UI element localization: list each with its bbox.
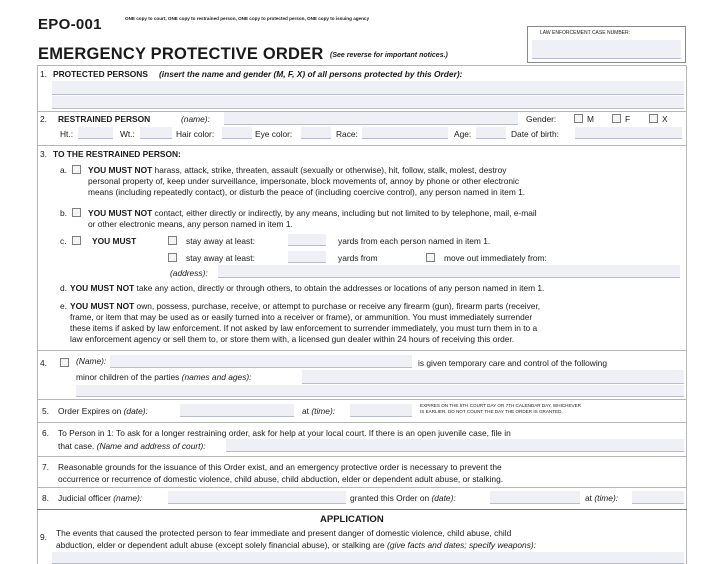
- item8-label-text: Judicial officer: [58, 493, 111, 503]
- item8-label: [58, 493, 142, 503]
- item3a-line1: [88, 165, 506, 175]
- item5-time-label: (time):: [311, 406, 336, 416]
- form-id: EPO-001: [38, 16, 102, 33]
- item4-name-field[interactable]: [110, 355, 412, 368]
- gender-x-label: X: [662, 114, 668, 124]
- item3d-letter: d.: [60, 283, 67, 293]
- item9-line2-text: abduction, elder or dependent adult abuse (except solely financial abuse), or stalking are: [56, 540, 385, 550]
- weight-label: Wt.:: [120, 129, 135, 139]
- item3e-letter: e.: [60, 301, 67, 311]
- race-field[interactable]: [362, 127, 448, 139]
- form-title: EMERGENCY PROTECTIVE ORDER: [38, 45, 324, 63]
- item3e-line1-text: own, possess, purchase, receive, or attempt to purchase or receive any firearm (gun), firearm parts (receiver,: [136, 301, 541, 311]
- height-field[interactable]: [78, 127, 113, 139]
- item3a-bold: YOU MUST NOT: [88, 165, 153, 175]
- item3e-line2: frame, or item that may be used as or easily turned into a receiver or frame), or ammunition. You must immediately surrender: [70, 312, 533, 322]
- item4-text: is given temporary care and control of the following: [418, 358, 608, 368]
- item3b-letter: b.: [60, 208, 67, 218]
- item3-rule: [37, 350, 687, 351]
- granted-time-field[interactable]: [632, 491, 684, 504]
- form-subtitle: (See reverse for important notices.): [330, 52, 448, 59]
- gender-f-checkbox[interactable]: [612, 114, 621, 123]
- item3a-line1-text: harass, attack, strike, threaten, assault (sexually or otherwise), hit, follow, stalk, molest, destroy: [154, 165, 507, 175]
- events-field[interactable]: [52, 552, 684, 564]
- item3b-checkbox[interactable]: [72, 208, 81, 217]
- move-out-label: move out immediately from:: [444, 253, 547, 263]
- item3-number: 3.: [40, 149, 47, 159]
- move-out-checkbox[interactable]: [426, 253, 435, 262]
- hair-color-label: Hair color:: [176, 129, 215, 139]
- item3c-bold: YOU MUST: [92, 236, 137, 246]
- item4-line2: [76, 372, 252, 382]
- item8-number: 8.: [42, 493, 49, 503]
- expires-date-field[interactable]: [180, 404, 294, 417]
- item5-at-text: at: [302, 406, 309, 416]
- item5-at: [302, 406, 335, 416]
- restrained-name-field[interactable]: [224, 112, 518, 125]
- frame-right-rule: [686, 65, 687, 564]
- item8-time-label: (time):: [594, 493, 619, 503]
- eye-color-label: Eye color:: [255, 129, 293, 139]
- item8-rule: [37, 509, 687, 510]
- gender-f-label: F: [625, 114, 631, 124]
- stay-away-1-label: stay away at least:: [186, 236, 255, 246]
- item3e-line4: law enforcement agency or sell them to, or store them with, a licensed gun dealer within 24 hours of receiving this order.: [70, 334, 515, 344]
- stay-away-2-yards-field[interactable]: [288, 251, 326, 263]
- item8-granted-text: granted this Order on: [350, 493, 430, 503]
- item3b-bold: YOU MUST NOT: [88, 208, 153, 218]
- age-field[interactable]: [476, 127, 506, 139]
- item3b-line1: [88, 208, 537, 218]
- item1-instruction: (insert the name and gender (M, F, X) of all persons protected by this Order):: [159, 69, 463, 79]
- item3-heading: TO THE RESTRAINED PERSON:: [53, 149, 181, 159]
- item9-line2-italic: (give facts and dates; specify weapons):: [387, 540, 536, 550]
- item3a-line3: means (including repeatedly contact), or disturb the peace of (including coercive control), any person named in item 1.: [88, 187, 526, 197]
- court-field[interactable]: [226, 439, 684, 452]
- protected-persons-field-2[interactable]: [52, 96, 684, 109]
- item8-date-label: (date):: [431, 493, 456, 503]
- item3a-checkbox[interactable]: [72, 165, 81, 174]
- expires-time-field[interactable]: [350, 404, 412, 417]
- item5-note-line2: IS EARLIER. DO NOT COUNT THE DAY THE ORDER IS GRANTED.: [420, 409, 563, 414]
- stay-away-2-label: stay away at least:: [186, 253, 255, 263]
- item6-line2-text: that case.: [58, 441, 95, 451]
- item4-name-label: (Name):: [76, 356, 107, 366]
- dob-label: Date of birth:: [511, 129, 559, 139]
- gender-x-checkbox[interactable]: [649, 114, 658, 123]
- item8-at-text: at: [585, 493, 592, 503]
- stay-away-2-checkbox[interactable]: [168, 253, 177, 262]
- item4-line2-italic: (names and ages):: [181, 372, 252, 382]
- item3e-line3: these items if asked by law enforcement. If not asked by law enforcement to surrender immediately, you must turn them in to a: [70, 323, 538, 333]
- protected-persons-field[interactable]: [52, 81, 684, 95]
- item2-name-label: (name):: [181, 114, 210, 124]
- item4-line2-text: minor children of the parties: [76, 372, 180, 382]
- item3b-line2: or other electronic means, any person named in item 1.: [88, 219, 293, 229]
- granted-date-field[interactable]: [490, 491, 580, 504]
- item5-note-line1: EXPIRES ON THE 5TH COURT DAY OR 7TH CALENDAR DAY, WHICHEVER: [420, 403, 581, 408]
- item3d-bold: YOU MUST NOT: [70, 283, 135, 293]
- item7-line2: occurrence or recurrence of domestic violence, child abuse, child abduction, elder or dependent adult abuse, or stalking.: [58, 474, 504, 484]
- item3c-letter: c.: [60, 236, 67, 246]
- children-field[interactable]: [302, 370, 684, 384]
- item3b-line1-text: contact, either directly or indirectly, by any means, including but not limited to by telephone, mail, e-mail: [154, 208, 537, 218]
- item3d-text: take any action, directly or through others, to obtain the addresses or locations of any person named in item 1.: [136, 283, 545, 293]
- item6-line1: To Person in 1: To ask for a longer restraining order, ask for help at your local court. If there is an open juvenile case, file in: [58, 428, 511, 438]
- application-heading: APPLICATION: [320, 514, 384, 525]
- item3a-line2: personal property of, keep under surveillance, impersonate, block movements of, annoy by phone or other electronic: [88, 176, 520, 186]
- hair-color-field[interactable]: [222, 127, 252, 139]
- item6-number: 6.: [42, 428, 49, 438]
- stay-away-2-suffix: yards from: [338, 253, 378, 263]
- race-label: Race:: [336, 129, 358, 139]
- item8-name-label: (name):: [113, 493, 143, 503]
- item8-at: [585, 493, 618, 503]
- item1-label: PROTECTED PERSONS: [53, 69, 148, 79]
- item7-rule: [37, 487, 687, 488]
- item5-rule: [37, 422, 687, 423]
- item2-label: RESTRAINED PERSON: [58, 114, 151, 124]
- dob-field[interactable]: [575, 127, 682, 139]
- age-label: Age:: [454, 129, 472, 139]
- item7-line1: Reasonable grounds for the issuance of this Order exist, and an emergency protective order is necessary to prevent the: [58, 462, 502, 472]
- item9-line1: The events that caused the protected person to fear immediate and present danger of domestic violence, child abuse, child: [56, 528, 512, 538]
- item9-line2: [56, 540, 536, 550]
- children-field-2[interactable]: [76, 385, 684, 397]
- frame-top-rule: [37, 65, 687, 66]
- address-field[interactable]: [218, 265, 680, 278]
- item1-number: 1.: [40, 69, 47, 79]
- item5-date-label: (date):: [123, 406, 148, 416]
- item8-granted: [350, 493, 456, 503]
- frame-left-rule: [37, 65, 38, 564]
- gender-m-label: M: [587, 114, 594, 124]
- address-label: (address):: [170, 268, 208, 278]
- item2-rule: [37, 145, 687, 146]
- item6-rule: [37, 456, 687, 457]
- item3e-bold: YOU MUST NOT: [70, 301, 135, 311]
- item6-line2-italic: (Name and address of court):: [96, 441, 206, 451]
- gender-m-checkbox[interactable]: [574, 114, 583, 123]
- item5-label-text: Order Expires on: [58, 406, 122, 416]
- item4-rule: [37, 399, 687, 400]
- stay-away-1-suffix: yards from each person named in item 1.: [338, 236, 491, 246]
- stay-away-1-checkbox[interactable]: [168, 236, 177, 245]
- item9-number: 9.: [40, 532, 47, 542]
- item4-checkbox[interactable]: [60, 358, 69, 367]
- item5-number: 5.: [42, 406, 49, 416]
- item6-line2: [58, 441, 206, 451]
- item3c-checkbox[interactable]: [72, 236, 81, 245]
- case-number-box: [527, 26, 686, 63]
- stay-away-1-yards-field[interactable]: [288, 234, 326, 246]
- gender-label: Gender:: [526, 114, 557, 124]
- height-label: Ht.:: [60, 129, 74, 139]
- copies-note: ONE copy to court, ONE copy to restrained person, ONE copy to protected person, ONE copy to issuing agency: [125, 16, 370, 21]
- case-number-label: LAW ENFORCEMENT CASE NUMBER:: [540, 30, 631, 36]
- judicial-officer-field[interactable]: [168, 491, 346, 504]
- item3d-line: [70, 283, 544, 293]
- item3e-line1: [70, 301, 540, 311]
- item2-number: 2.: [40, 114, 47, 124]
- item4-number: 4.: [40, 358, 47, 368]
- item5-label: [58, 406, 148, 416]
- item3a-letter: a.: [60, 165, 67, 175]
- weight-field[interactable]: [140, 127, 172, 139]
- case-number-field[interactable]: [532, 40, 681, 59]
- item7-number: 7.: [42, 462, 49, 472]
- eye-color-field[interactable]: [301, 127, 331, 139]
